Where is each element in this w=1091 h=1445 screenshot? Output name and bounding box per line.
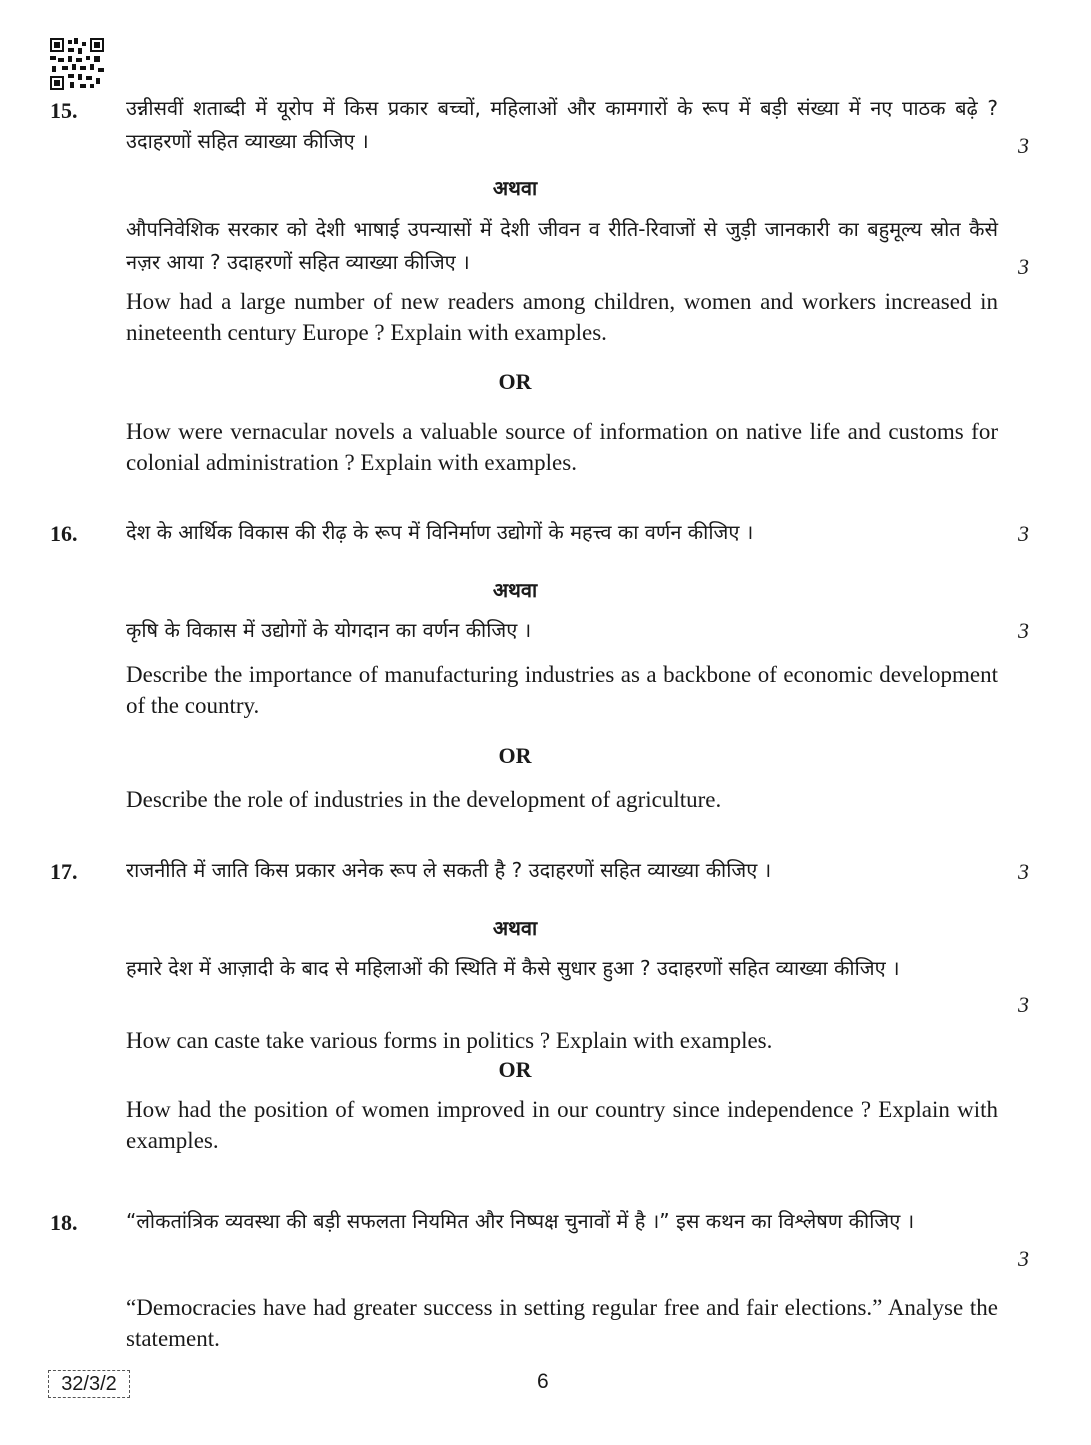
- or-label: OR: [498, 369, 532, 394]
- or-hindi-label: अथवा: [492, 916, 538, 940]
- question-text-english: Describe the importance of manufacturing industries as a backbone of economic development of the country.: [126, 662, 998, 718]
- alternative-question-text-hindi: हमारे देश में आज़ादी के बाद से महिलाओं की स्थिति में कैसे सुधार हुआ ? उदाहरणों सहित व्याख्या कीजिए ।: [126, 956, 900, 980]
- question-text-english: “Democracies have had greater success in setting regular free and fair elections.” Analyse the statement.: [126, 1295, 998, 1351]
- question-text-english: How can caste take various forms in politics ? Explain with examples.: [126, 1028, 773, 1053]
- or-hindi-label: अथवा: [492, 578, 538, 602]
- question-text-hindi: उन्नीसवीं शताब्दी में यूरोप में किस प्रकार बच्चों, महिलाओं और कामगारों के रूप में बड़ी संख्या में नए पाठक बढ़े ? उदाहरणों सहित व्याख्या कीजिए ।: [126, 96, 998, 153]
- or-label: OR: [498, 743, 532, 768]
- qr-code-icon: [50, 38, 104, 90]
- page-number: 6: [537, 1370, 549, 1393]
- question-number: 18.: [50, 1210, 78, 1235]
- question-number: 16.: [50, 521, 78, 546]
- or-label: OR: [498, 1057, 532, 1082]
- marks: 3: [1018, 254, 1029, 279]
- alternative-question-text-english: How were vernacular novels a valuable source of information on native life and customs for colonial administration ? Explain with examples.: [126, 419, 998, 475]
- question-number: 17.: [50, 859, 78, 884]
- alternative-question-text-hindi: औपनिवेशिक सरकार को देशी भाषाई उपन्यासों में देशी जीवन व रीति-रिवाजों से जुड़ी जानकारी का बहुमूल्य स्रोत कैसे नज़र आया ? उदाहरणों सहित व्याख्या कीजिए ।: [126, 217, 998, 274]
- marks: 3: [1018, 992, 1029, 1017]
- marks: 3: [1018, 521, 1029, 546]
- alternative-question-text-hindi: कृषि के विकास में उद्योगों के योगदान का वर्णन कीजिए ।: [126, 618, 532, 642]
- question-text-hindi: राजनीति में जाति किस प्रकार अनेक रूप ले सकती है ? उदाहरणों सहित व्याख्या कीजिए ।: [126, 858, 772, 882]
- question-text-hindi: “लोकतांत्रिक व्यवस्था की बड़ी सफलता नियमित और निष्पक्ष चुनावों में है ।” इस कथन का विश्लेषण कीजिए ।: [126, 1209, 915, 1233]
- marks: 3: [1018, 618, 1029, 643]
- marks: 3: [1018, 1246, 1029, 1271]
- question-text-english: How had a large number of new readers among children, women and workers increased in nineteenth century Europe ? Explain with examples.: [126, 289, 998, 345]
- question-number: 15.: [50, 98, 78, 123]
- alternative-question-text-english: Describe the role of industries in the development of agriculture.: [126, 787, 722, 812]
- or-hindi-label: अथवा: [492, 176, 538, 200]
- marks: 3: [1018, 133, 1029, 158]
- question-text-hindi: देश के आर्थिक विकास की रीढ़ के रूप में विनिर्माण उद्योगों के महत्त्व का वर्णन कीजिए ।: [126, 520, 754, 544]
- alternative-question-text-english: How had the position of women improved in our country since independence ? Explain with examples.: [126, 1097, 998, 1153]
- marks: 3: [1018, 859, 1029, 884]
- paper-code: 32/3/2: [48, 1370, 130, 1398]
